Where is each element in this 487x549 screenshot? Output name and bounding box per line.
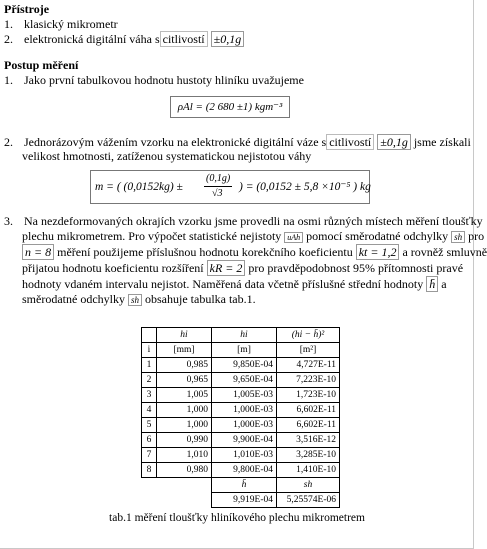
table-cell: 6 <box>142 433 157 448</box>
summary-label-row <box>142 478 340 493</box>
table-row <box>142 463 340 478</box>
empty-cell <box>142 493 157 508</box>
list-number: 2. <box>4 32 13 46</box>
step-3-text: a rovněž smluvně <box>402 245 487 259</box>
step-2-text: Jednorázovým vážením vzorku na elektronické digitální váze s <box>24 135 327 149</box>
empty-cell <box>157 478 212 493</box>
table-cell: 1,005E-03 <box>212 388 277 403</box>
header-cell: (hi − h̄)² <box>277 328 340 343</box>
procedure-heading: Postup měření <box>4 58 79 72</box>
step-3-text: měření použijeme příslušnou hodnotu korekčního koeficientu <box>57 245 353 259</box>
step-3-text: a <box>441 277 447 291</box>
table-cell: 4 <box>142 403 157 418</box>
instruments-heading: Přístroje <box>4 2 50 16</box>
list-number: 2. <box>4 135 13 149</box>
mass-eq-right: ) = (0,0152 ± 5,8 ×10⁻⁵ ) kg <box>239 181 371 193</box>
header-cell: i <box>142 343 157 358</box>
summary-value: 9,919E-04 <box>212 493 277 508</box>
table-cell: 1,010 <box>157 448 212 463</box>
table-cell: 1,000E-03 <box>212 403 277 418</box>
step-3-text: hodnoty v <box>22 277 71 291</box>
step-3-line-5 <box>22 277 447 291</box>
mass-equation <box>90 170 370 204</box>
step-2-text-end: jsme získali <box>413 135 471 149</box>
header-cell: hi <box>157 328 212 343</box>
table-cell: 9,650E-04 <box>212 373 277 388</box>
step-3-line-4 <box>22 261 463 275</box>
table-cell: 1,000 <box>157 418 212 433</box>
step-3-text: přijatou hodnotu koeficientu rozšíření <box>22 261 204 275</box>
summary-value-row <box>142 493 340 508</box>
list-number: 3. <box>4 214 13 228</box>
table-cell: 6,602E-11 <box>277 403 340 418</box>
step-3-line-1 <box>4 214 483 228</box>
header-cell <box>142 328 157 343</box>
step-3-line-3 <box>22 245 487 259</box>
table-cell: 7,223E-10 <box>277 373 340 388</box>
header-cell: [m²] <box>277 343 340 358</box>
table-header-row <box>142 343 340 358</box>
table-cell: 0,965 <box>157 373 212 388</box>
stddev-symbol: sh <box>128 294 142 306</box>
uncertainty-symbol: uAh <box>284 232 303 243</box>
table-cell: 9,900E-04 <box>212 433 277 448</box>
header-cell: [mm] <box>157 343 212 358</box>
table-cell: 3,516E-12 <box>277 433 340 448</box>
summary-label: h̄ <box>212 478 277 493</box>
step-1 <box>4 73 304 87</box>
step-1-text: Jako první tabulkovou hodnotu hustoty hliníku uvažujeme <box>24 73 304 87</box>
summary-label: sh <box>277 478 340 493</box>
step-3-text: daném intervalu nejistot. Naměřená data včetně příslušné střední hodnoty <box>70 277 424 291</box>
kr-box: kR = 2 <box>207 260 246 276</box>
table-row <box>142 388 340 403</box>
table-cell: 1,005 <box>157 388 212 403</box>
measurement-table <box>141 327 340 508</box>
summary-value: 5,25574E-06 <box>277 493 340 508</box>
n-box: n = 8 <box>22 244 54 260</box>
table-cell: 5 <box>142 418 157 433</box>
step-2-text-boxed: citlivostí <box>326 134 374 150</box>
step-3-text: pomocí směrodatné odchylky <box>306 229 449 243</box>
sensitivity-box: ±0,1g <box>377 134 411 150</box>
step-3-line-6 <box>22 292 256 307</box>
table-caption: tab.1 měření tloušťky hliníkového plechu mikrometrem <box>109 512 365 524</box>
table-cell: 1,000 <box>157 403 212 418</box>
table-cell: 0,980 <box>157 463 212 478</box>
mean-symbol: h̄ <box>426 276 438 292</box>
table-cell: 1,723E-10 <box>277 388 340 403</box>
empty-cell <box>142 478 157 493</box>
step-2-line-1 <box>4 135 471 149</box>
list-number: 1. <box>4 17 13 31</box>
table-cell: 2 <box>142 373 157 388</box>
mass-eq-frac-num: (0,1g) <box>204 172 232 187</box>
kt-box: kt = 1,2 <box>356 244 400 260</box>
header-cell: hi <box>212 328 277 343</box>
table-cell: 6,602E-11 <box>277 418 340 433</box>
list-text-cont: citlivostí <box>160 31 208 47</box>
instrument-item-2 <box>4 32 244 46</box>
step-3-text: plechu mikrometrem. Pro výpočet statistické nejistoty <box>22 229 282 243</box>
step-3-line-2 <box>22 229 484 245</box>
list-text: elektronická digitální váha s <box>24 32 160 46</box>
header-cell: [m] <box>212 343 277 358</box>
density-equation: ρAl = (2 680 ±1) kgm⁻³ <box>170 96 290 118</box>
table-cell: 9,850E-04 <box>212 358 277 373</box>
table-row <box>142 403 340 418</box>
table-cell: 0,985 <box>157 358 212 373</box>
list-text: klasický mikrometr <box>24 17 118 31</box>
table-cell: 1,000E-03 <box>212 418 277 433</box>
table-row <box>142 373 340 388</box>
table-cell: 0,990 <box>157 433 212 448</box>
sensitivity-box: ±0,1g <box>211 31 245 47</box>
instrument-item-1 <box>4 17 118 31</box>
table-cell: 4,727E-11 <box>277 358 340 373</box>
step-3-text: pro pravděpodobnost 95% přítomnosti pravé <box>248 261 464 275</box>
table-cell: 8 <box>142 463 157 478</box>
step-3-text: směrodatné odchylky <box>22 292 125 306</box>
table-header-row <box>142 328 340 343</box>
mass-eq-left: m = ( (0,0152kg) ± <box>95 181 183 193</box>
table-cell: 1,410E-10 <box>277 463 340 478</box>
table-cell: 3,285E-10 <box>277 448 340 463</box>
table-row <box>142 433 340 448</box>
empty-cell <box>157 493 212 508</box>
table-row <box>142 448 340 463</box>
list-number: 1. <box>4 73 13 87</box>
mass-eq-frac-den: √3 <box>212 188 223 199</box>
table-cell: 9,800E-04 <box>212 463 277 478</box>
table-cell: 1 <box>142 358 157 373</box>
table-cell: 1,010E-03 <box>212 448 277 463</box>
table-row <box>142 418 340 433</box>
step-3-text: pro <box>468 229 485 243</box>
step-3-text: Na nezdeformovaných okrajích vzorku jsme provedli na osmi různých místech měření tloušťky <box>24 214 483 228</box>
step-2-line-2: velikost hmotnosti, zatíženou systematickou nejistotou váhy <box>22 149 312 163</box>
stddev-symbol: sh <box>451 231 465 243</box>
table-row <box>142 358 340 373</box>
step-3-text: obsahuje tabulka tab.1. <box>145 292 256 306</box>
table-cell: 7 <box>142 448 157 463</box>
table-cell: 3 <box>142 388 157 403</box>
